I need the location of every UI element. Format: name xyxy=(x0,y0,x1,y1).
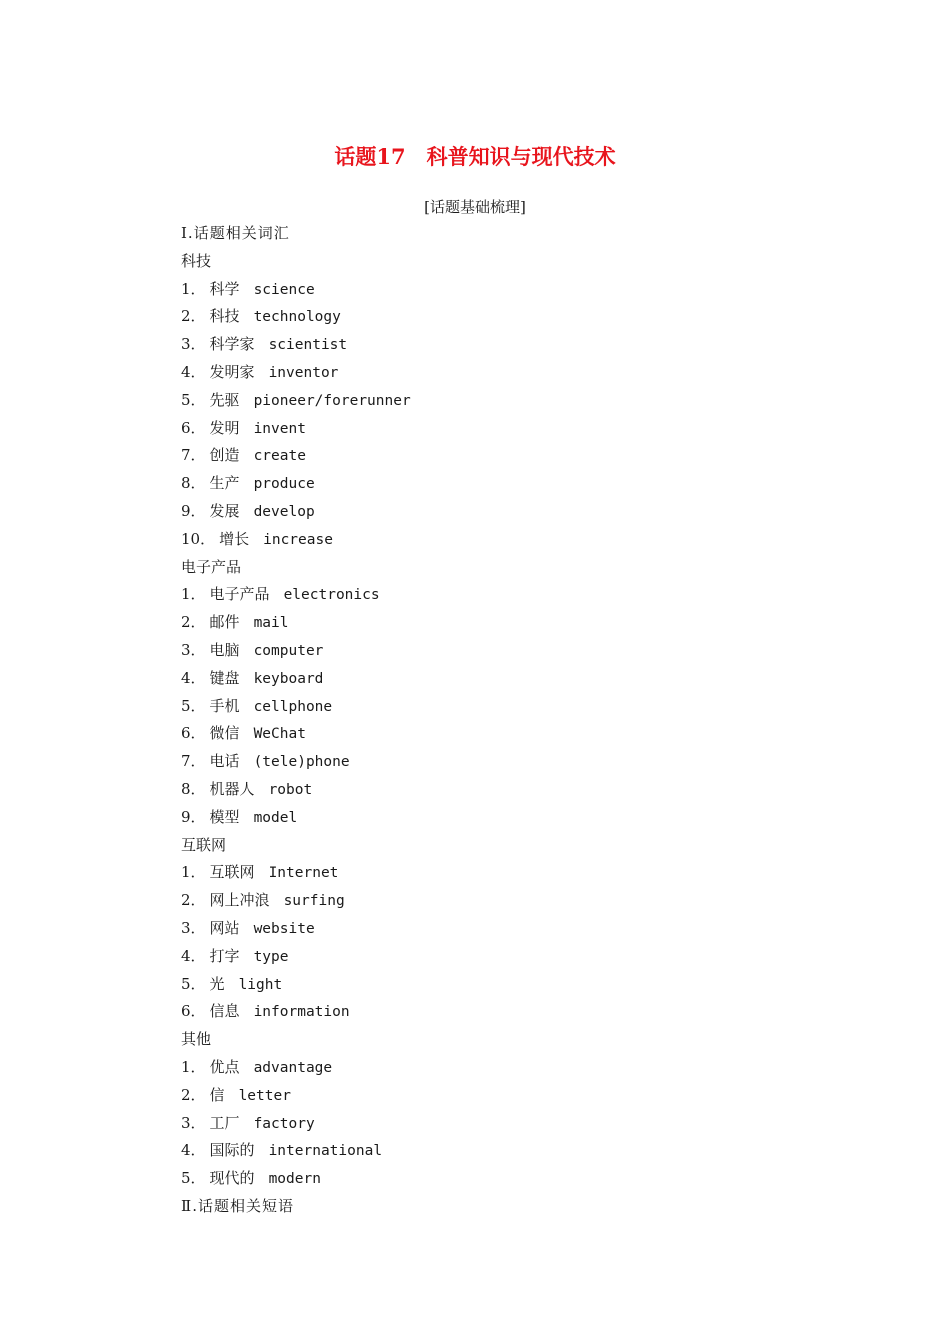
group-heading: 电子产品 xyxy=(181,557,242,576)
section-heading: Ⅱ.话题相关短语 xyxy=(181,1196,294,1215)
vocab-zh: 增长 xyxy=(219,529,250,548)
vocab-zh: 信息 xyxy=(209,1002,240,1021)
vocab-en: increase xyxy=(263,531,333,548)
vocab-item xyxy=(181,693,781,721)
section-heading: Ⅰ.话题相关词汇 xyxy=(181,224,290,242)
vocab-en: international xyxy=(268,1143,383,1160)
vocab-num: 9． xyxy=(181,501,206,520)
vocab-zh: 网站 xyxy=(209,918,240,937)
vocab-en: website xyxy=(253,920,315,937)
vocab-en: (tele)phone xyxy=(253,754,350,771)
vocabulary-groups xyxy=(181,248,781,1193)
vocab-num: 4． xyxy=(181,362,206,381)
vocab-zh: 优点 xyxy=(209,1057,240,1076)
vocab-zh: 生产 xyxy=(209,474,240,493)
vocab-en: letter xyxy=(238,1087,291,1104)
vocab-item xyxy=(181,331,781,359)
vocab-num: 6． xyxy=(181,418,206,437)
vocab-item xyxy=(181,1165,781,1193)
vocab-zh: 互联网 xyxy=(209,863,255,882)
vocab-en: scientist xyxy=(268,337,348,354)
vocab-item xyxy=(181,998,781,1026)
vocab-zh: 先驱 xyxy=(209,390,240,409)
vocab-item xyxy=(181,915,781,943)
vocab-item xyxy=(181,887,781,915)
vocab-zh: 工厂 xyxy=(209,1113,240,1132)
vocab-num: 7． xyxy=(181,446,206,465)
vocab-zh: 信 xyxy=(209,1085,225,1104)
vocab-zh: 光 xyxy=(209,974,225,993)
vocab-en: science xyxy=(253,281,315,298)
vocab-item xyxy=(181,359,781,387)
vocab-num: 4． xyxy=(181,946,206,965)
vocab-item xyxy=(181,748,781,776)
vocab-zh: 创造 xyxy=(209,446,240,465)
vocab-zh: 键盘 xyxy=(209,668,240,687)
vocab-en: mail xyxy=(253,615,289,632)
vocab-num: 5． xyxy=(181,696,206,715)
vocab-num: 1． xyxy=(181,863,206,882)
vocab-en: pioneer/forerunner xyxy=(253,392,411,409)
vocab-num: 1． xyxy=(181,585,206,604)
vocab-num: 5． xyxy=(181,1169,206,1188)
vocab-num: 4． xyxy=(181,1141,206,1160)
vocab-en: type xyxy=(253,948,289,965)
vocab-zh: 发明 xyxy=(209,418,240,437)
vocab-zh: 国际的 xyxy=(209,1141,255,1160)
vocab-num: 8． xyxy=(181,779,206,798)
vocab-item xyxy=(181,609,781,637)
vocab-item xyxy=(181,971,781,999)
vocab-en: inventor xyxy=(268,364,339,381)
vocab-num: 2． xyxy=(181,613,206,632)
vocab-en: electronics xyxy=(283,587,380,604)
vocab-num: 3． xyxy=(181,640,206,659)
vocab-item xyxy=(181,776,781,804)
vocab-item xyxy=(181,498,781,526)
vocab-en: technology xyxy=(253,309,341,326)
vocab-item xyxy=(181,1054,781,1082)
vocab-item xyxy=(181,1082,781,1110)
vocab-num: 6． xyxy=(181,1002,206,1021)
vocab-num: 1． xyxy=(181,1057,206,1076)
vocab-item xyxy=(181,637,781,665)
vocab-num: 7． xyxy=(181,752,206,771)
vocab-item xyxy=(181,1110,781,1138)
group-heading: 其他 xyxy=(181,1030,212,1049)
group-heading: 科技 xyxy=(181,251,212,270)
vocab-zh: 邮件 xyxy=(209,613,240,632)
vocab-zh: 手机 xyxy=(209,696,240,715)
vocab-num: 3． xyxy=(181,335,206,354)
vocab-zh: 发展 xyxy=(209,501,240,520)
vocab-en: Internet xyxy=(268,865,339,882)
page-title: 话题17 科普知识与现代技术 xyxy=(334,144,616,169)
vocab-en: cellphone xyxy=(253,698,333,715)
vocab-en: robot xyxy=(268,781,313,798)
vocab-zh: 现代的 xyxy=(209,1169,255,1188)
vocab-num: 3． xyxy=(181,1113,206,1132)
vocab-item xyxy=(181,276,781,304)
vocab-zh: 科学家 xyxy=(209,335,255,354)
vocab-item xyxy=(181,1137,781,1165)
vocab-en: modern xyxy=(268,1171,321,1188)
vocab-item xyxy=(181,943,781,971)
vocab-num: 1． xyxy=(181,279,206,298)
vocab-zh: 电脑 xyxy=(209,640,240,659)
vocab-zh: 网上冲浪 xyxy=(209,891,270,910)
vocab-num: 6． xyxy=(181,724,206,743)
vocab-item xyxy=(181,581,781,609)
vocab-num: 5． xyxy=(181,390,206,409)
vocab-zh: 微信 xyxy=(209,724,240,743)
vocab-zh: 发明家 xyxy=(209,362,255,381)
vocab-item xyxy=(181,804,781,832)
vocab-zh: 模型 xyxy=(209,807,240,826)
vocab-num: 10． xyxy=(181,529,216,548)
vocab-item xyxy=(181,415,781,443)
vocab-en: keyboard xyxy=(253,670,324,687)
vocab-zh: 科学 xyxy=(209,279,240,298)
group-heading: 互联网 xyxy=(181,835,227,854)
vocab-en: advantage xyxy=(253,1059,333,1076)
vocab-num: 2． xyxy=(181,307,206,326)
vocab-num: 4． xyxy=(181,668,206,687)
vocab-zh: 机器人 xyxy=(209,779,255,798)
vocab-item xyxy=(181,442,781,470)
vocab-zh: 电话 xyxy=(209,752,240,771)
vocab-num: 5． xyxy=(181,974,206,993)
section-subtitle: [话题基础梳理] xyxy=(424,198,526,216)
vocab-en: invent xyxy=(253,420,306,437)
vocab-item xyxy=(181,387,781,415)
vocab-num: 9． xyxy=(181,807,206,826)
vocab-en: surfing xyxy=(283,893,345,910)
vocab-item xyxy=(181,665,781,693)
vocab-num: 2． xyxy=(181,891,206,910)
vocab-num: 3． xyxy=(181,918,206,937)
vocab-item xyxy=(181,470,781,498)
vocabulary-content xyxy=(181,220,781,1221)
vocab-item xyxy=(181,303,781,331)
vocab-en: model xyxy=(253,809,298,826)
vocab-en: create xyxy=(253,448,306,465)
vocab-en: WeChat xyxy=(253,726,306,743)
vocab-en: produce xyxy=(253,476,315,493)
vocab-en: computer xyxy=(253,642,324,659)
vocab-en: factory xyxy=(253,1115,315,1132)
vocab-en: develop xyxy=(253,503,315,520)
vocab-en: information xyxy=(253,1004,350,1021)
vocab-item xyxy=(181,859,781,887)
vocab-en: light xyxy=(238,976,283,993)
vocab-item xyxy=(181,526,781,554)
vocab-zh: 科技 xyxy=(209,307,240,326)
vocab-num: 8． xyxy=(181,474,206,493)
vocab-num: 2． xyxy=(181,1085,206,1104)
vocab-item xyxy=(181,720,781,748)
vocab-zh: 电子产品 xyxy=(209,585,270,604)
vocab-zh: 打字 xyxy=(209,946,240,965)
